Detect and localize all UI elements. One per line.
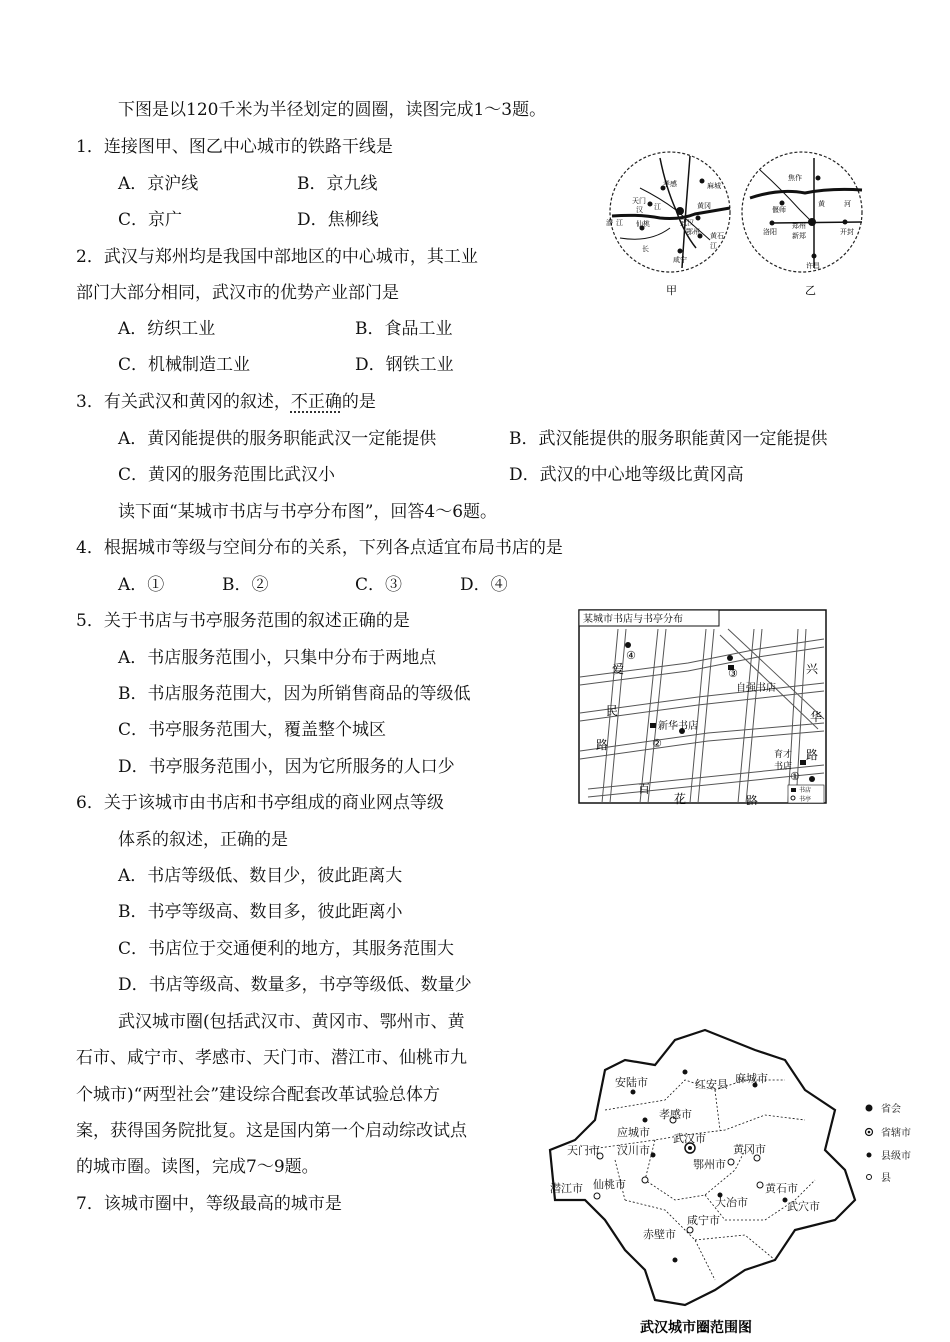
label-jia: 甲 [666,284,677,297]
q4-stem: 4．根据城市等级与空间分布的关系，下列各点适宜布局书店的是 [76,538,563,558]
city-chibi: 赤壁市 [643,1228,676,1241]
q3-stem-end: 的是 [341,392,376,412]
intro-q4-6: 读下面“某城市书店与书亭分布图”，回答4～6题。 [118,502,498,522]
city-huanggang: 黄冈市 [733,1143,766,1156]
q3-option-a: A．黄冈能提供的服务职能武汉一定能提供 [118,429,437,449]
jia-label-chang: 长 [642,245,649,253]
jia-label-xianning: 咸宁 [673,256,687,264]
city-wuhan: 武汉市 [673,1132,706,1145]
bookstore-map-legend [788,785,824,803]
yi-label-xinzheng: 新郑 [792,232,806,240]
q5-option-a: A．书店服务范围小，只集中分布于两地点 [118,648,437,668]
road-hua2: 华 [810,710,823,724]
yi-label-luoyang: 洛阳 [763,228,777,236]
jia-label-han: 汉 [636,206,643,214]
road-hua: 花 [674,792,687,805]
q7-stem: 7．该城市圈中，等级最高的城市是 [76,1194,342,1214]
q6-option-a: A．书店等级低、数目少，彼此距离大 [118,866,403,886]
shop-ziqiang: 自强书店 [736,683,776,694]
jia-label-jiang2: 江 [616,219,623,227]
q1-option-b: B．京九线 [297,174,378,194]
city-wuxue: 武穴市 [787,1200,820,1213]
q5-option-b: B．书店服务范围大，因为所销售商品的等级低 [118,684,471,704]
intro-q7-9-line2: 石市、咸宁市、孝感市、天门市、潜江市、仙桃市九 [76,1048,467,1068]
city-xiaogan: 孝感市 [659,1108,692,1121]
city-tianmen: 天门市 [567,1144,600,1157]
jia-label-huangshi: 黄石 [710,232,724,240]
q6-stem-line1: 6．关于该城市由书店和书亭组成的商业网点等级 [76,793,444,813]
yi-label-huang: 黄 [818,200,825,208]
point-2: ② [652,737,662,750]
shop-yucai-1: 育才 [774,750,793,760]
city-xiantao: 仙桃市 [593,1178,626,1191]
q4-option-d: D．④ [460,575,508,595]
legend-prefecture: 省辖市 [881,1128,911,1139]
q2-stem-line2: 部门大部分相同，武汉市的优势产业部门是 [76,283,399,303]
city-ezhou: 鄂州市 [693,1158,726,1171]
q2-option-c: C．机械制造工业 [118,355,251,375]
city-yingcheng: 应城市 [617,1126,650,1139]
yi-label-xuchang: 许昌 [806,262,820,270]
q2-option-d: D．钢铁工业 [355,355,454,375]
q1-option-a: A．京沪线 [118,174,199,194]
q2-option-b: B．食品工业 [355,319,453,339]
q5-option-d: D．书亭服务范围小，因为它所服务的人口少 [118,757,455,777]
q1-option-d: D．焦柳线 [297,210,379,230]
q2-option-a: A．纺织工业 [118,319,216,339]
road-min: 民 [606,704,619,718]
point-1: ① [790,770,800,783]
q3-emphasis: 不正确 [290,392,342,412]
point-4: ④ [626,649,636,662]
jia-label-xiaogan: 孝感 [663,180,677,188]
q5-stem: 5．关于书店与书亭服务范围的叙述正确的是 [76,611,410,631]
wuhan-map-title: 武汉城市圈范围图 [640,1320,752,1336]
bookstore-map [578,609,828,805]
intro-q1-3: 下图是以120千米为半径划定的圆圈，读图完成1～3题。 [118,100,547,120]
q2-stem-line1: 2．武汉与郑州均是我国中部地区的中心城市，其工业 [76,247,478,267]
legend-county-city: 县级市 [881,1151,911,1162]
q6-stem-line2: 体系的叙述，正确的是 [118,830,288,850]
q4-option-b: B．② [222,575,269,595]
point-3: ③ [728,667,738,680]
jia-label-macheng: 麻城 [707,182,721,190]
city-hanchuan: 汉川市 [617,1144,650,1157]
yi-label-yanshi: 偃师 [772,206,786,214]
jia-label-jiang1: 江 [654,203,661,211]
intro-q7-9-line4: 案，获得国务院批复。这是国内第一个启动综改试点 [76,1121,467,1141]
wuhan-city-circle-map [545,1020,925,1340]
shop-xinhua: 新华书店 [658,721,698,732]
q1-option-c: C．京广 [118,210,183,230]
city-hongan: 红安县 [695,1078,728,1091]
q1-stem: 1．连接图甲、图乙中心城市的铁路干线是 [76,137,393,157]
jia-label-huanggang: 黄冈 [697,202,711,210]
q4-option-a: A．① [118,575,165,595]
q6-option-d: D．书店等级高、数量多，书亭等级低、数量少 [118,975,472,995]
q3-option-d: D．武汉的中心地等级比黄冈高 [509,465,744,485]
circle-maps-figure [600,148,870,300]
jia-label-qian: 潜 [606,219,613,227]
jia-label-tianmen: 天门 [632,197,646,205]
jia-label-wuhan: 武汉 [680,219,694,227]
legend-capital: 省会 [881,1104,901,1115]
road-ai: 爱 [612,662,625,676]
yi-label-kaifeng: 开封 [840,228,854,236]
city-anlu: 安陆市 [615,1076,648,1089]
jia-label-xiantao: 仙桃 [636,220,650,228]
q3-stem [76,391,376,413]
city-macheng: 麻城市 [735,1072,768,1085]
q5-option-c: C．书亭服务范围大，覆盖整个城区 [118,720,387,740]
city-daye: 大冶市 [715,1196,748,1209]
bookstore-map-title: 某城市书店与书亭分布 [583,614,683,625]
intro-q7-9-line1: 武汉城市圈(包括武汉市、黄冈市、鄂州市、黄 [118,1012,465,1032]
city-qianjiang: 潜江市 [550,1182,583,1195]
q4-option-c: C．③ [355,575,403,595]
road-bai: 百 [638,782,651,796]
jia-label-jiang3: 江 [710,242,717,250]
label-yi: 乙 [805,284,816,297]
intro-q7-9-line5: 的城市圈。读图，完成7～9题。 [76,1157,319,1177]
road-xing: 兴 [806,662,819,676]
intro-q7-9-line3: 个城市)“两型社会”建设综合配套改革试验总体方 [76,1085,441,1105]
legend-shop: 书店 [799,787,812,794]
yi-label-zhengzhou: 郑州 [792,222,806,230]
road-lu3: 路 [806,748,819,762]
legend-kiosk: 书亭 [799,796,812,803]
q3-option-c: C．黄冈的服务范围比武汉小 [118,465,336,485]
city-xianning: 咸宁市 [687,1214,720,1227]
q3-stem-start: 3．有关武汉和黄冈的叙述， [76,392,291,412]
q6-option-c: C．书店位于交通便利的地方，其服务范围大 [118,939,455,959]
road-lu2: 路 [746,794,759,805]
shop-yucai-2: 书店 [774,762,793,772]
city-huangshi: 黄石市 [765,1182,798,1195]
yi-label-jiaozuo: 焦作 [788,174,802,182]
road-lu1: 路 [596,738,609,752]
q3-option-b: B．武汉能提供的服务职能黄冈一定能提供 [509,429,828,449]
q6-option-b: B．书亭等级高、数目多，彼此距离小 [118,902,403,922]
yi-label-he: 河 [844,200,851,208]
jia-label-ezhou: 鄂州 [686,228,700,236]
wuhan-map-legend [866,1102,912,1184]
legend-county: 县 [881,1173,891,1184]
